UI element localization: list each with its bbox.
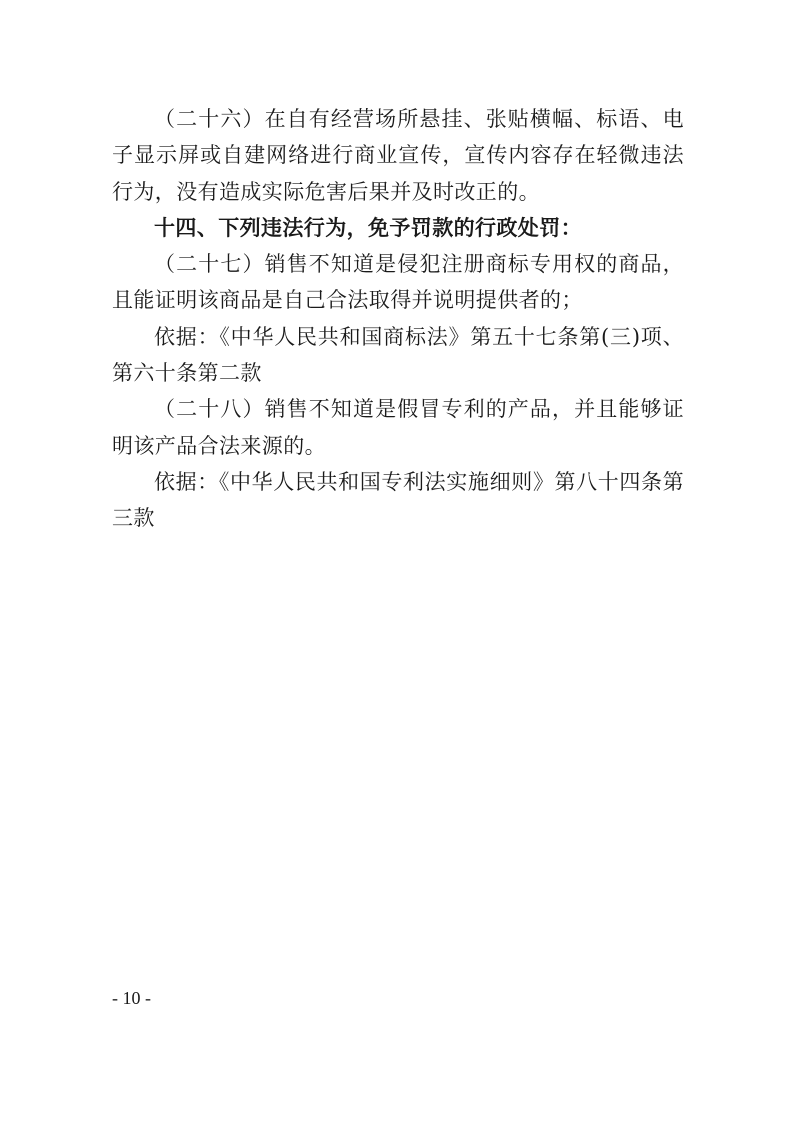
page-number: - 10 - [112, 988, 151, 1008]
clause-26-paragraph: （二十六）在自有经营场所悬挂、张贴横幅、标语、电子显示屏或自建网络进行商业宣传，宣传内容存在轻微违法行为，没有造成实际危害后果并及时改正的。 [112, 107, 684, 204]
clause-27-basis: 依据：《中华人民共和国商标法》第五十七条第(三)项、第六十条第二款 [112, 324, 684, 386]
clause-28-paragraph: （二十八）销售不知道是假冒专利的产品，并且能够证明该产品合法来源的。 [112, 397, 684, 458]
section-14-heading: 十四、下列违法行为，免予罚款的行政处罚： [154, 214, 582, 240]
document-body [112, 101, 684, 537]
clause-27-paragraph: （二十七）销售不知道是侵犯注册商标专用权的商品，且能证明该商品是自己合法取得并说明提供者的； [112, 252, 684, 313]
clause-28-basis: 依据：《中华人民共和国专利法实施细则》第八十四条第三款 [112, 469, 684, 531]
